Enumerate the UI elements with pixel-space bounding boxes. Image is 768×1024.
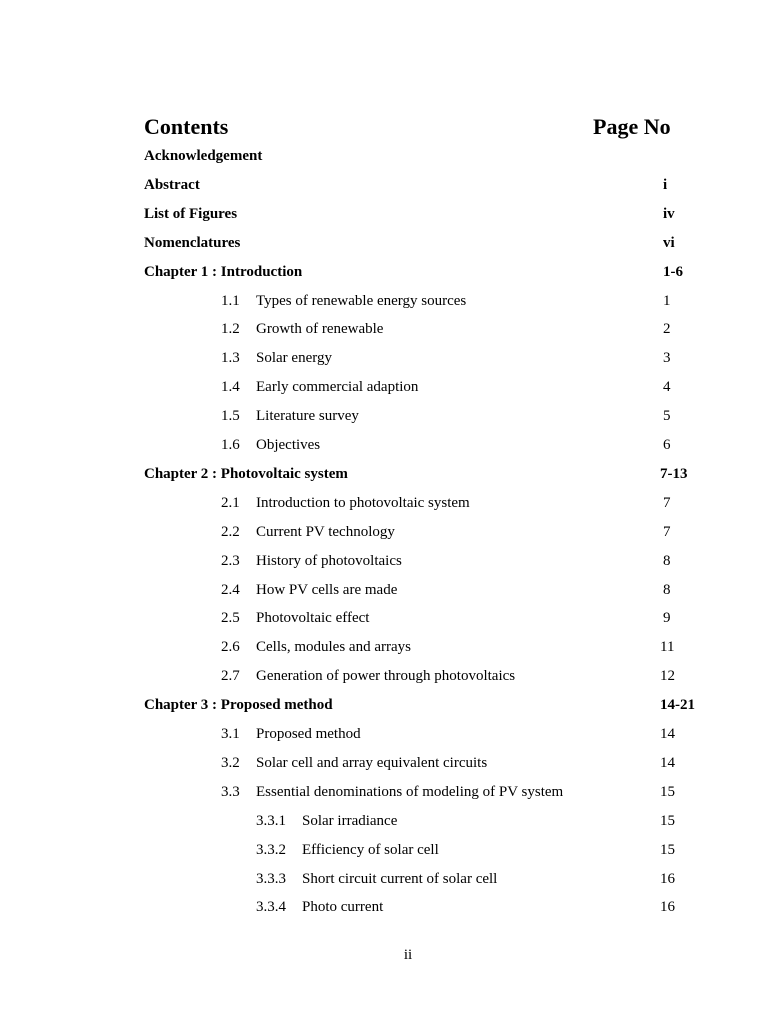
toc-entry-title: Essential denominations of modeling of PV system [256,784,564,800]
toc-entry-page: 15 [660,784,675,800]
toc-entry-page: 5 [663,408,671,424]
toc-entry-section [0,637,768,657]
toc-entry-title: Solar irradiance [302,813,398,829]
toc-entry-title: Acknowledgement [144,148,263,164]
toc-entry-main [0,146,768,166]
toc-entry-number: 3.3.1 [256,813,286,829]
toc-entry-title: Solar cell and array equivalent circuits [256,755,488,771]
toc-entry-number: 1.5 [221,408,240,424]
toc-entry-title: History of photovoltaics [256,553,402,569]
toc-entry-section [0,724,768,744]
toc-entry-number: 2.5 [221,610,240,626]
toc-entry-page: 16 [660,899,675,915]
toc-entry-main [0,695,768,715]
page-footer [0,945,768,965]
toc-entry-section [0,782,768,802]
toc-entry-number: 3.3.3 [256,871,286,887]
toc-entry-page: 1 [663,293,671,309]
toc-entry-page: 11 [660,639,675,655]
toc-entry-number: 2.2 [221,524,240,540]
toc-entry-section [0,666,768,686]
toc-entry-number: 1.1 [221,293,240,309]
toc-entry-page: i [663,177,668,193]
toc-entry-title: Generation of power through photovoltaics [256,668,516,684]
toc-entry-title: How PV cells are made [256,582,398,598]
toc-entry-number: 2.3 [221,553,240,569]
toc-entry-section [0,291,768,311]
toc-entry-title: Objectives [256,437,321,453]
toc-entry-title: Nomenclatures [144,235,241,251]
toc-entry-page: 7-13 [660,466,688,482]
toc-entry-title: Proposed method [256,726,361,742]
toc-entry-subsection [0,897,768,917]
toc-entry-page: 7 [663,495,671,511]
toc-entry-section [0,493,768,513]
toc-entry-section [0,753,768,773]
toc-entry-page: 6 [663,437,671,453]
toc-entry-subsection [0,811,768,831]
toc-entry-number: 3.3.4 [256,899,286,915]
toc-entry-title: Photo current [302,899,384,915]
toc-entry-page: 14 [660,726,675,742]
contents-heading: Contents [144,114,229,139]
toc-entry-section [0,551,768,571]
toc-entry-title: Short circuit current of solar cell [302,871,498,887]
toc-entry-title: Early commercial adaption [256,379,419,395]
toc-entry-page: 3 [663,350,671,366]
toc-entry-main [0,175,768,195]
toc-entry-title: Current PV technology [256,524,395,540]
toc-entry-page: iv [663,206,675,222]
toc-entry-number: 2.6 [221,639,240,655]
toc-entry-number: 3.2 [221,755,240,771]
toc-entry-number: 3.3 [221,784,240,800]
toc-entry-number: 2.4 [221,582,240,598]
toc-entry-page: 4 [663,379,671,395]
toc-entry-title: Chapter 3 : Proposed method [144,697,333,713]
toc-entry-section [0,435,768,455]
toc-entry-section [0,319,768,339]
toc-entry-title: Introduction to photovoltaic system [256,495,470,511]
toc-entry-page: 14-21 [660,697,695,713]
toc-entry-subsection [0,869,768,889]
toc-entry-page: 8 [663,582,671,598]
toc-entry-title: Growth of renewable [256,321,384,337]
toc-entry-number: 1.3 [221,350,240,366]
toc-entry-section [0,406,768,426]
toc-entry-title: Solar energy [256,350,332,366]
toc-entry-page: 12 [660,668,675,684]
toc-entry-title: Abstract [144,177,200,193]
toc-entry-title: Types of renewable energy sources [256,293,467,309]
toc-entry-page: 7 [663,524,671,540]
toc-entry-page: 16 [660,871,675,887]
toc-entry-page: 9 [663,610,671,626]
toc-entry-section [0,580,768,600]
toc-entry-main [0,262,768,282]
toc-entry-section [0,377,768,397]
toc-entry-number: 2.1 [221,495,240,511]
toc-entry-number: 1.6 [221,437,240,453]
toc-entry-page: 15 [660,842,675,858]
toc-entry-number: 1.4 [221,379,240,395]
toc-entry-page: 2 [663,321,671,337]
toc-entry-title: Efficiency of solar cell [302,842,439,858]
toc-entry-title: Chapter 2 : Photovoltaic system [144,466,348,482]
toc-entry-title: Cells, modules and arrays [256,639,411,655]
toc-entry-number: 3.3.2 [256,842,286,858]
toc-entry-page: 15 [660,813,675,829]
toc-entry-title: Literature survey [256,408,359,424]
toc-entry-section [0,522,768,542]
toc-entry-page: 1-6 [663,264,683,280]
toc-entry-section [0,608,768,628]
toc-entry-title: List of Figures [144,206,238,222]
toc-entry-page: 14 [660,755,675,771]
toc-entry-title: Chapter 1 : Introduction [144,264,303,280]
toc-entry-main [0,233,768,253]
toc-entry-main [0,204,768,224]
toc-entry-main [0,464,768,484]
page-no-heading: Page No [593,114,671,139]
toc-entry-section [0,348,768,368]
toc-entry-number: 1.2 [221,321,240,337]
toc-entry-page: 8 [663,553,671,569]
toc-entry-subsection [0,840,768,860]
toc-entry-number: 3.1 [221,726,240,742]
toc-entry-page: vi [663,235,675,251]
page-number: ii [403,947,413,963]
toc-entry-number: 2.7 [221,668,240,684]
toc-entry-title: Photovoltaic effect [256,610,370,626]
